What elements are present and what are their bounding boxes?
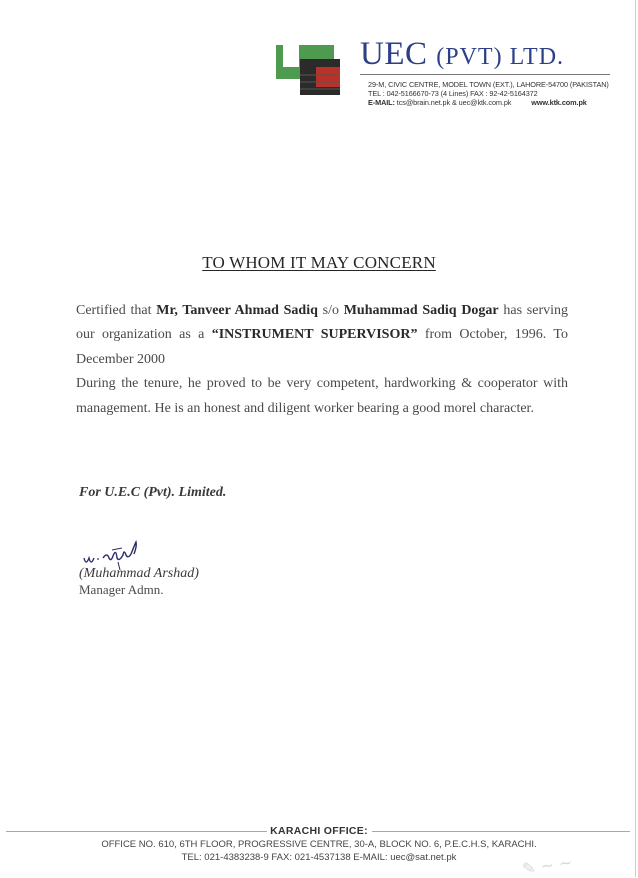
body-text-segment: s/o	[317, 303, 344, 318]
father-name: Muhammad Sadiq Dogar	[343, 303, 499, 318]
letterhead-address: 29-M, CIVIC CENTRE, MODEL TOWN (EXT.), LAHORE-54700 (PAKISTAN)	[368, 80, 609, 89]
body-text-segment: Certified that	[76, 303, 157, 318]
body-paragraph-1	[76, 299, 568, 372]
signer-title: Manager Admn.	[79, 582, 164, 597]
letter-body	[76, 299, 568, 421]
footer-address: OFFICE NO. 610, 6TH FLOOR, PROGRESSIVE CENTRE, 30-A, BLOCK NO. 6, P.E.C.H.S, KARACHI.	[101, 839, 537, 850]
faint-watermark: ✎ ~ ~	[520, 852, 574, 878]
letterhead-phone-fax: TEL : 042-5166670-73 (4 Lines) FAX : 92-42-5164372	[368, 89, 538, 98]
footer-office-title-text: KARACHI OFFICE:	[267, 825, 371, 837]
signer-name: (Muhammad Arshad)	[79, 566, 199, 581]
body-paragraph-2: During the tenure, he proved to be very competent, hardworking & cooperator with management. He is an honest and diligent worker bearing a good morel character.	[76, 376, 568, 416]
employee-name: Mr, Tanveer Ahmad Sadiq	[156, 303, 318, 318]
for-company-line: For U.E.C (Pvt). Limited.	[79, 485, 227, 500]
letterhead-emails: tcs@brain.net.pk & uec@ktk.com.pk	[396, 98, 512, 107]
footer-office-title	[0, 825, 638, 837]
body-text-segment: from October, 1996. To December 2000	[76, 327, 568, 367]
email-label: E-MAIL:	[368, 98, 395, 107]
company-name-suffix: (PVT) LTD.	[436, 44, 565, 70]
letter-heading: TO WHOM IT MAY CONCERN	[202, 253, 436, 272]
letterhead-contact	[368, 98, 587, 107]
position-title: “INSTRUMENT SUPERVISOR”	[211, 327, 418, 343]
company-name-main: UEC	[360, 36, 428, 72]
footer-contact: TEL: 021-4383238-9 FAX: 021-4537138 E-MAIL: uec@sat.net.pk	[181, 852, 457, 863]
company-logo	[276, 45, 354, 95]
body-text-segment: has serving our organization as a	[76, 303, 569, 343]
letterhead-rule	[360, 74, 610, 75]
letterhead-website: www.ktk.com.pk	[531, 98, 587, 107]
page-edge	[635, 0, 636, 877]
company-name	[360, 36, 564, 73]
